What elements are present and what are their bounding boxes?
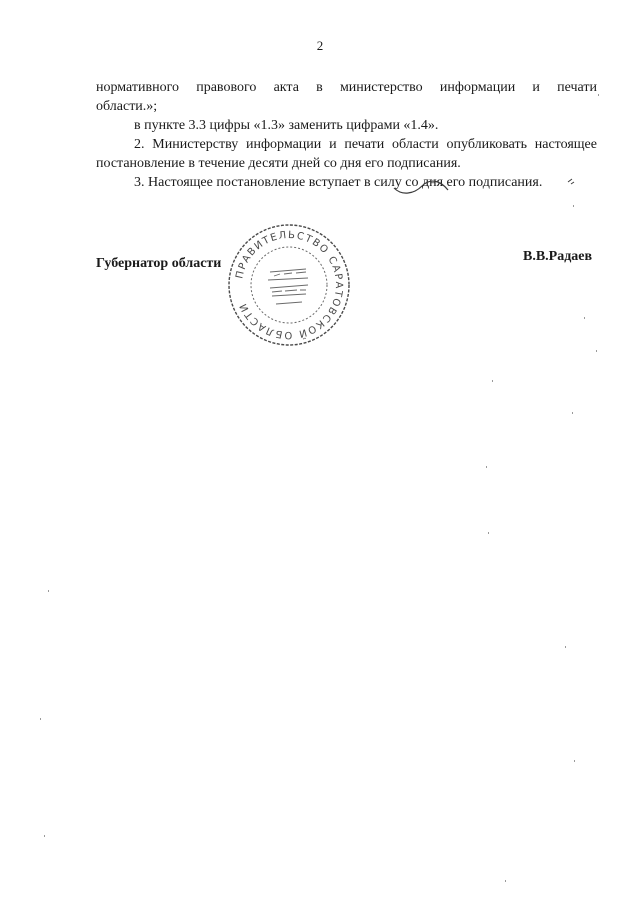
scan-speck (572, 412, 573, 414)
paragraph-item-2: 2. Министерству информации и печати области опубликовать настоящее постановление в течение десяти дней со дня его подписания. (96, 137, 597, 171)
scan-speck (584, 317, 585, 319)
scan-speck (40, 718, 41, 720)
paragraph-continuation-line2: области.»; (96, 99, 158, 114)
scan-speck (596, 350, 597, 352)
scan-speck (486, 466, 487, 468)
signature-name: В.В.Радаев (523, 249, 593, 264)
scan-speck (598, 94, 599, 96)
paragraph-continuation-line1: нормативного правового акта в министерство информации и печати (96, 80, 597, 95)
paragraph-item-3-3: в пункте 3.3 цифры «1.3» заменить цифрами «1.4». (134, 118, 439, 133)
official-seal-icon (226, 222, 352, 348)
scan-speck (488, 532, 489, 534)
document-body (96, 78, 597, 192)
page-number: 2 (316, 38, 324, 53)
scan-speck (505, 880, 506, 882)
scan-speck (44, 835, 45, 837)
scan-speck (573, 205, 574, 207)
scan-speck (574, 760, 575, 762)
paragraph-item-3: 3. Настоящее постановление вступает в силу со дня его подписания. (134, 175, 543, 190)
scan-speck (48, 590, 49, 592)
scan-speck (565, 646, 566, 648)
handwritten-mark (392, 176, 577, 196)
signature-title: Губернатор области (96, 256, 222, 271)
svg-text:ПРАВИТЕЛЬСТВО САРАТОВСКОЙ ОБЛА: ПРАВИТЕЛЬСТВО САРАТОВСКОЙ ОБЛАСТИ (234, 229, 345, 341)
scan-speck (492, 380, 493, 382)
